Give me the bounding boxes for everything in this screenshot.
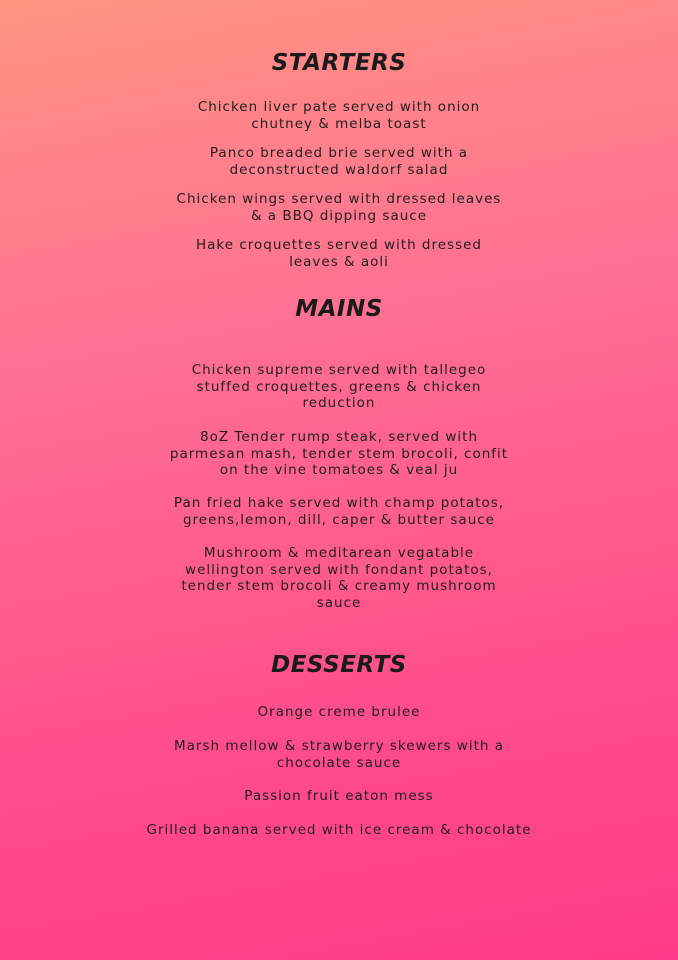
main-item: 8oZ Tender rump steak, served with parmesan mash, tender stem brocoli, confit on the vine tomatoes & veal ju bbox=[169, 429, 509, 478]
main-item: Pan fried hake served with champ potatos, greens,lemon, dill, caper & butter sauce bbox=[173, 495, 505, 528]
dessert-item: Orange creme brulee bbox=[257, 704, 421, 720]
dessert-item: Passion fruit eaton mess bbox=[244, 788, 434, 804]
starter-item: Chicken liver pate served with onion chutney & melba toast bbox=[197, 99, 481, 132]
starter-item: Chicken wings served with dressed leaves & a BBQ dipping sauce bbox=[176, 191, 502, 224]
starters-heading: STARTERS bbox=[271, 50, 407, 76]
desserts-heading: DESSERTS bbox=[271, 652, 407, 678]
main-item: Chicken supreme served with tallegeo stuffed croquettes, greens & chicken reduction bbox=[191, 362, 487, 411]
main-item: Mushroom & meditarean vegatable wellington served with fondant potatos, tender stem brocoli & creamy mushroom sauce bbox=[181, 545, 497, 611]
dessert-item: Marsh mellow & strawberry skewers with a chocolate sauce bbox=[173, 738, 505, 771]
dessert-item: Grilled banana served with ice cream & chocolate bbox=[146, 822, 532, 838]
starter-item: Panco breaded brie served with a deconstructed waldorf salad bbox=[209, 145, 469, 178]
starter-item: Hake croquettes served with dressed leaves & aoli bbox=[196, 237, 482, 270]
mains-heading: MAINS bbox=[295, 296, 383, 322]
